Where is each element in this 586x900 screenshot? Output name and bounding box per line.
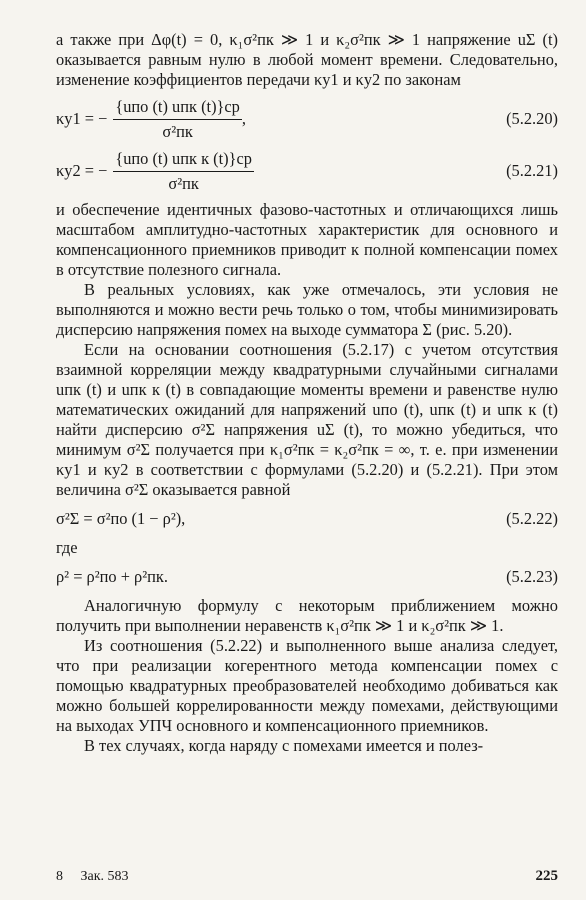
denominator: σ²пк [168, 173, 199, 193]
footer-left [56, 867, 143, 887]
paragraph-7: В тех случаях, когда наряду с помехами имеется и полез- [84, 736, 484, 755]
denominator: σ²пк [162, 121, 193, 141]
page-number: 225 [535, 868, 558, 884]
numerator: {uпо (t) uпк к (t)}ср [113, 149, 254, 172]
fraction [113, 149, 254, 194]
order-number: Зак. 583 [80, 869, 129, 884]
equation-5-2-22 [56, 506, 558, 532]
where-label: где [56, 538, 78, 557]
equation-expression: σ²Σ = σ²по (1 − ρ²), [56, 509, 186, 528]
equation-rhs: , [241, 109, 246, 128]
paragraph-4: Если на основании соотношения (5.2.17) с учетом отсутствия взаимной корреляции между квадратурными случайными сигналами uпк (t) и uпк к (t) в совпадающие моменты времени и равенстве нулю математических ожиданий для напряжений uпо (t), uпк (t) и uпк к (t) найти дисперсию σ²Σ напряжения uΣ (t), то можно убедиться, что минимум σ²Σ получается при κ₁σ²пк = κ₂σ²пк = ∞, т. е. при изменении κу1 и κу2 в соответствии с формулами (5.2.20) и (5.2.21). При этом величина σ²Σ оказывается равной [56, 340, 558, 499]
signature-mark: 8 [56, 869, 63, 884]
paragraph-6: Из соотношения (5.2.22) и выполненного выше анализа следует, что при реализации когерентного метода компенсации помех с помощью квадратурных преобразователей необходимо добиваться как можно большей коррелированности между помехами, действующими на выходах УПЧ основного и компенсационного приемников. [56, 636, 558, 735]
equation-number: (5.2.22) [506, 509, 558, 528]
paragraph-5: Аналогичную формулу с некоторым приближением можно получить при выполнении неравенств κ₁σ²пк ≫ 1 и κ₂σ²пк ≫ 1. [56, 596, 558, 635]
equation-expression: ρ² = ρ²по + ρ²пк. [56, 567, 168, 586]
equation-5-2-21 [56, 148, 558, 194]
paragraph-1: а также при Δφ(t) = 0, κ₁σ²пк ≫ 1 и κ₂σ²пк ≫ 1 напряжение uΣ (t) оказывается равным нулю в любой момент времени. Следовательно, изменение коэффициентов передачи κу1 и κу2 по законам [56, 30, 558, 89]
numerator: {uпо (t) uпк (t)}ср [113, 97, 242, 120]
equation-number: (5.2.20) [506, 109, 558, 128]
equation-5-2-23 [56, 564, 558, 590]
equation-number: (5.2.23) [506, 567, 558, 586]
page-footer [56, 866, 558, 887]
equation-lhs: κу2 = − [56, 161, 108, 180]
equation-number: (5.2.21) [506, 161, 558, 180]
paragraph-3: В реальных условиях, как уже отмечалось, эти условия не выполняются и можно вести речь только о том, чтобы минимизировать дисперсию напряжения помех на выходе сумматора Σ (рис. 5.20). [56, 280, 558, 339]
fraction [113, 97, 242, 142]
paragraph-2: и обеспечение идентичных фазово-частотных и отличающихся лишь масштабом амплитудно-частотных характеристик для основного и компенсационного приемников приводит к полной компенсации помех в отсутствие полезного сигнала. [56, 200, 558, 279]
equation-5-2-20 [56, 96, 558, 142]
equation-lhs: κу1 = − [56, 109, 108, 128]
